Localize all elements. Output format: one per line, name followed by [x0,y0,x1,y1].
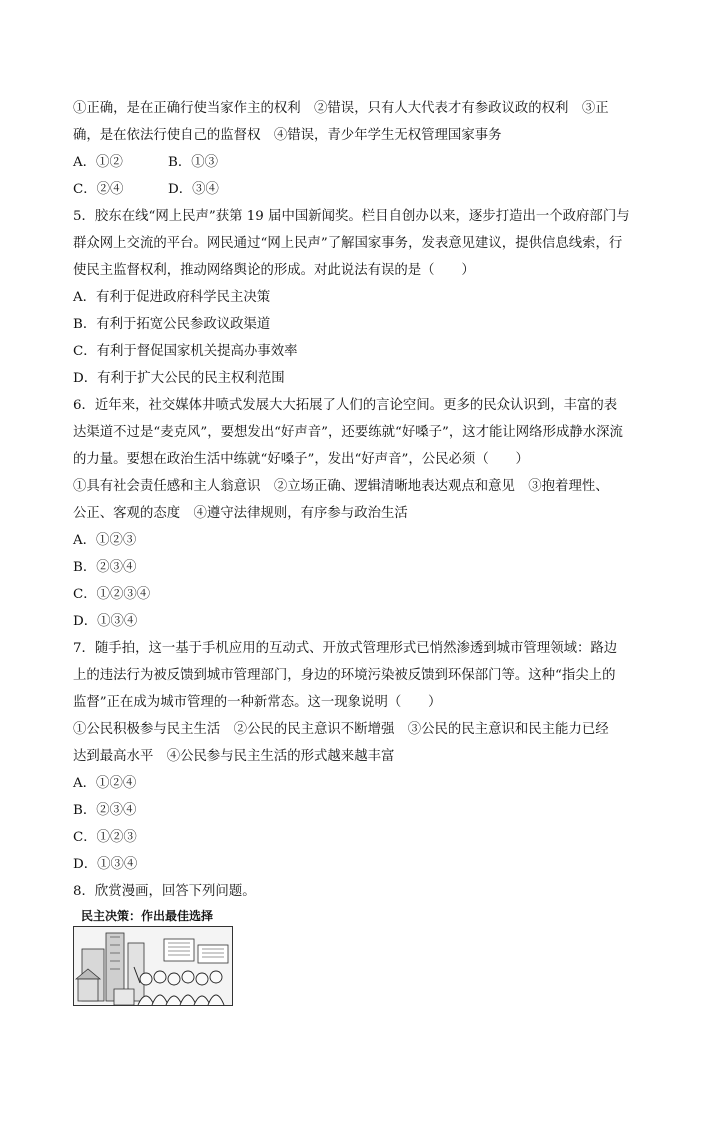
q6-option-d[interactable]: D．①③④ [73,614,138,629]
q5-option-d[interactable]: D．有利于扩大公民的民主权利范围 [73,371,285,386]
q6-stem-line-1: 6．近年来，社交媒体井喷式发展大大拓展了人们的言论空间。更多的民众认识到，丰富的表 [73,398,618,413]
q4-options-row-1 [73,149,653,176]
q7-statement-line-2: 达到最高水平 ④公民参与民主生活的形式越来越丰富 [73,749,395,764]
exam-page [73,95,653,1006]
q4-options-row-2 [73,176,653,203]
q4-statement-line-2: 确，是在依法行使自己的监督权 ④错误，青少年学生无权管理国家事务 [73,128,502,143]
q7-stem-line-3: 监督”正在成为城市管理的一种新常态。这一现象说明（ ） [73,695,442,710]
q6-statement-line-2: 公正、客观的态度 ④遵守法律规则，有序参与政治生活 [73,506,408,521]
q4-statement-line-1: ①正确，是在正确行使当家作主的权利 ②错误，只有人大代表才有参政议政的权利 ③正 [73,101,609,116]
q5-option-b[interactable]: B．有利于拓宽公民参政议政渠道 [73,317,271,332]
q7-option-a[interactable]: A．①②④ [73,776,137,791]
q7-option-d[interactable]: D．①③④ [73,857,138,872]
q6-option-b[interactable]: B．②③④ [73,560,137,575]
q6-option-a[interactable]: A．①②③ [73,533,137,548]
q8-stem-line-1: 8．欣赏漫画，回答下列问题。 [73,884,256,899]
q5-option-c[interactable]: C．有利于督促国家机关提高办事效率 [73,344,298,359]
cartoon-title: 民主决策：作出最佳选择 [81,909,214,923]
q6-stem-line-3: 的力量。要想在政治生活中练就“好嗓子”，发出“好声音”，公民必须（ ） [73,452,529,467]
q7-option-b[interactable]: B．②③④ [73,803,137,818]
q6-stem-line-2: 达渠道不过是“麦克风”，要想发出“好声音”，还要练就“好嗓子”，这才能让网络形成静水深流 [73,425,623,440]
q5-stem-line-1: 5．胶东在线“网上民声”获第 19 届中国新闻奖。栏目自创办以来，逐步打造出一个政府部门与 [73,209,630,224]
q6-option-c[interactable]: C．①②③④ [73,587,151,602]
q5-stem-line-2: 群众网上交流的平台。网民通过“网上民声”了解国家事务，发表意见建议，提供信息线索，行 [73,236,623,251]
q7-stem-line-1: 7．随手拍，这一基于手机应用的互动式、开放式管理形式已悄然渗透到城市管理领域：路边 [73,641,618,656]
q4-option-b[interactable]: B．①③ [168,155,219,170]
q4-option-d[interactable]: D．③④ [168,182,219,197]
q6-statement-line-1: ①具有社会责任感和主人翁意识 ②立场正确、逻辑清晰地表达观点和意见 ③抱着理性、 [73,479,609,494]
q5-option-a[interactable]: A．有利于促进政府科学民主决策 [73,290,271,305]
q7-option-c[interactable]: C．①②③ [73,830,137,845]
q4-option-a[interactable]: A．①② [73,155,123,170]
q5-stem-line-3: 使民主监督权利，推动网络舆论的形成。对此说法有误的是（ ） [73,263,475,278]
q7-stem-line-2: 上的违法行为被反馈到城市管理部门，身边的环境污染被反馈到环保部门等。这种“指尖上的 [73,668,616,683]
cartoon-image [73,926,233,1006]
q7-statement-line-1: ①公民积极参与民主生活 ②公民的民主意识不断增强 ③公民的民主意识和民主能力已经 [73,722,609,737]
cartoon-drawing [74,927,232,1005]
q4-option-c[interactable]: C．②④ [73,182,124,197]
